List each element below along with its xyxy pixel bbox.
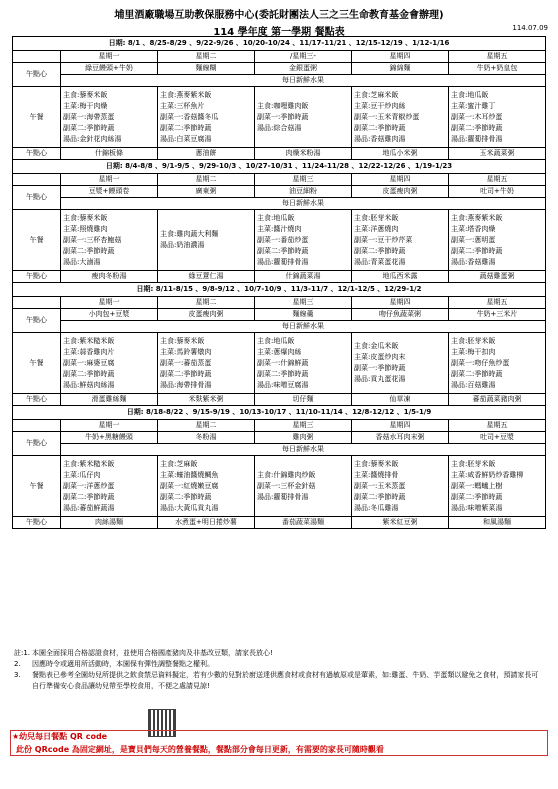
lunch-item: 主食:燕麥紫米飯 <box>160 90 212 99</box>
page-title: 埔里酒廠職場互助教保服務中心(委託財團法人三之三生命教育基金會辦理) <box>114 10 444 21</box>
lunch-item: 副菜二:季節時蔬 <box>354 492 406 501</box>
lunch-item: 湯品:白菜豆腐湯 <box>160 134 212 143</box>
day-label: 星期五 <box>449 174 546 186</box>
day-label: 星期一 <box>61 174 158 186</box>
week-dates: 日期: 8/1 、8/25-8/29 、9/22-9/26 、10/20-10/24 、11/17-11/21 、12/15-12/19 、1/12-1/16 <box>13 37 546 51</box>
lunch-item: 副菜二:季節時蔬 <box>160 369 212 378</box>
snack-cell: 錦綿麵 <box>352 63 449 75</box>
lunch-item: 副菜一:三杯金針菇 <box>257 481 316 490</box>
lunch-item: 主食:芝麻米飯 <box>354 90 399 99</box>
week-dates-row <box>13 283 546 297</box>
snack-cell: 米麩紫米粥 <box>158 394 255 406</box>
lunch-cell <box>352 87 449 148</box>
snack-label: 午點心 <box>13 148 61 160</box>
day-header-row <box>13 420 546 432</box>
snack-cell: 番茄蔬菜湯麵 <box>255 517 352 529</box>
lunch-cell <box>352 210 449 271</box>
day-label: 星期四 <box>352 51 449 63</box>
afternoon-snack-row <box>13 271 546 283</box>
lunch-item: 副菜一:木耳炒蛋 <box>451 112 503 121</box>
lunch-cell <box>449 333 546 394</box>
week-dates-row <box>13 37 546 51</box>
lunch-item: 副菜二:季節時蔬 <box>354 123 406 132</box>
lunch-item: 主食:雞肉蔬大利麵 <box>160 230 219 238</box>
snack-cell: 和風湯麵 <box>449 517 546 529</box>
lunch-item: 主菜:豆干炒肉絲 <box>354 101 406 110</box>
day-label: 星期三 <box>255 420 352 432</box>
day-label: 星期五 <box>449 51 546 63</box>
day-label: 星期四 <box>352 297 449 309</box>
week-dates: 日期: 8/4-8/8 、9/1-9/5 、9/29-10/3 、10/27-10/31 、11/24-11/28 、12/22-12/26 、1/19-1/23 <box>13 160 546 174</box>
snack-cell: 豆漿+饅頭卷 <box>61 186 158 198</box>
day-label: /星期三- <box>255 51 352 63</box>
fruit-cell: 每日新鮮水果 <box>61 321 546 333</box>
fruit-cell: 每日新鮮水果 <box>61 444 546 456</box>
snack-cell: 滑蛋雞絲麵 <box>61 394 158 406</box>
lunch-item: 主食:胚芽米飯 <box>451 459 496 468</box>
lunch-item: 主食:紫米糙米飯 <box>63 336 115 345</box>
lunch-item: 湯品:綜合菇湯 <box>257 123 302 132</box>
lunch-item: 主菜:三杯魚片 <box>160 101 205 110</box>
lunch-item: 湯品:味噌紫菜湯 <box>451 503 503 512</box>
lunch-label: 午餐 <box>13 333 61 394</box>
lunch-item: 副菜一:番茄炒蛋 <box>257 235 309 244</box>
morning-snack-row <box>13 309 546 321</box>
snack-label: 午點心 <box>13 394 61 406</box>
lunch-item: 副菜二:季節時蔬 <box>451 123 503 132</box>
day-label: 星期一 <box>61 51 158 63</box>
snack-label: 午點心 <box>13 517 61 529</box>
lunch-item: 副菜一:麻婆豆腐 <box>63 358 115 367</box>
afternoon-snack-row <box>13 517 546 529</box>
lunch-item: 主菜:蠔油醬燒鯛魚 <box>160 470 219 479</box>
lunch-item: 主食:咖哩雞肉飯 <box>257 101 309 110</box>
note-key: 註:1. <box>14 649 31 657</box>
lunch-item: 副菜一:三杯杏鮑菇 <box>63 235 122 244</box>
lunch-item: 副菜二:季節時蔬 <box>257 246 309 255</box>
snack-cell: 雞肉粥 <box>255 432 352 444</box>
snack-cell: 香菇水耳肉末粥 <box>352 432 449 444</box>
note-item <box>14 648 544 659</box>
lunch-item: 副菜一:螞蟻上樹 <box>451 481 503 490</box>
snack-cell: 小肉包+豆漿 <box>61 309 158 321</box>
day-label: 星期一 <box>61 297 158 309</box>
snack-cell: 油豆細粉 <box>255 186 352 198</box>
lunch-cell <box>449 87 546 148</box>
lunch-item: 副菜一:什錦鮮蔬 <box>257 358 309 367</box>
lunch-item: 主菜:蜜汁雞丁 <box>451 101 496 110</box>
lunch-item: 主菜:蔥爆肉絲 <box>257 347 302 356</box>
lunch-item: 副菜二:季節時蔬 <box>451 369 503 378</box>
lunch-cell <box>61 456 158 517</box>
snack-cell: 切仔麵 <box>255 394 352 406</box>
lunch-item: 湯品:蘿蔔排骨湯 <box>451 134 503 143</box>
lunch-item: 主菜:塔香肉燥 <box>451 224 496 233</box>
snack-cell: 地瓜小米粥 <box>352 148 449 160</box>
note-item <box>14 659 544 670</box>
lunch-cell <box>61 333 158 394</box>
snack-cell: 牛奶+三米片 <box>449 309 546 321</box>
lunch-item: 副菜二:季節時蔬 <box>160 492 212 501</box>
fruit-row <box>13 321 546 333</box>
lunch-cell <box>158 87 255 148</box>
day-label: 星期二 <box>158 297 255 309</box>
snack-cell: 蔥油餅 <box>158 148 255 160</box>
lunch-item: 主食:燕麥紫米飯 <box>451 213 503 222</box>
lunch-item: 副菜二:季節時蔬 <box>160 123 212 132</box>
qr-description: 此份 QRcode 為固定網址，是寶貝們每天的營養餐點，餐點部分會每日更新，有需要的家長可隨時觀看 <box>16 745 384 754</box>
lunch-item: 主菜:咸香鮮奶炒香雞柳 <box>451 470 524 479</box>
lunch-item: 湯品:奶油濃湯 <box>160 241 205 249</box>
snack-label: 午點心 <box>13 432 61 456</box>
lunch-item: 副菜一:蔥明蛋 <box>451 235 496 244</box>
lunch-item: 副菜一:蕃茄蒸蛋 <box>160 358 212 367</box>
snack-cell: 牛奶+奶皇包 <box>449 63 546 75</box>
menu-table <box>12 36 546 529</box>
corner-cell <box>13 420 61 432</box>
lunch-item: 主菜:皮蛋炒肉末 <box>354 353 406 361</box>
lunch-item: 主菜:醬燒排骨 <box>354 470 399 479</box>
lunch-item: 主食:藜麥米飯 <box>63 213 108 222</box>
fruit-row <box>13 198 546 210</box>
lunch-row <box>13 87 546 148</box>
lunch-item: 湯品:蕃茄鮮蔬湯 <box>63 503 115 512</box>
lunch-item: 湯品:香菇雞肉湯 <box>354 134 406 143</box>
lunch-row <box>13 456 546 517</box>
week-dates: 日期: 8/18-8/22 、9/15-9/19 、10/13-10/17 、11/10-11/14 、12/8-12/12 、1/5-1/9 <box>13 406 546 420</box>
notes <box>14 648 544 692</box>
snack-cell: 綠豆薏仁湯 <box>158 271 255 283</box>
lunch-item: 副菜一:豆干炒芹菜 <box>354 235 413 244</box>
week-dates-row <box>13 160 546 174</box>
day-label: 星期五 <box>449 420 546 432</box>
snack-cell: 肉絲湯麵 <box>61 517 158 529</box>
snack-cell: 什錦板條 <box>61 148 158 160</box>
page-subtitle: 114 學年度 第一學期 餐點表 <box>213 27 345 38</box>
lunch-item: 主菜:照燒雞肉 <box>63 224 108 233</box>
lunch-cell <box>449 210 546 271</box>
lunch-cell <box>255 456 352 517</box>
lunch-cell <box>158 456 255 517</box>
morning-snack-row <box>13 63 546 75</box>
lunch-item: 主食:藜麥米飯 <box>63 90 108 99</box>
lunch-cell <box>449 456 546 517</box>
corner-cell <box>13 297 61 309</box>
lunch-item: 湯品:百菇雞湯 <box>451 380 496 389</box>
lunch-item: 主食:胚芽米飯 <box>451 336 496 345</box>
lunch-item: 副菜一:季節時蔬 <box>257 112 309 121</box>
lunch-item: 副菜二:季節時蔬 <box>354 246 406 255</box>
lunch-item: 湯品:金針花肉絲湯 <box>63 134 122 143</box>
lunch-item: 湯品:青菜蛋花湯 <box>354 257 406 266</box>
lunch-item: 副菜一:香菇醬冬瓜 <box>160 112 219 121</box>
lunch-item: 副菜二:季節時蔬 <box>63 369 115 378</box>
note-text: 本園全面採用合格認證食材，並使用合格國產豬肉及非基改豆類，請家長放心! <box>32 649 273 657</box>
snack-cell: 吐司+牛奶 <box>449 186 546 198</box>
lunch-item: 副菜二:季節時蔬 <box>63 246 115 255</box>
note-text: 餐點表已參考全園幼兒所提供之飲食禁忌資料擬定，若有少數的兒對於廚送達供應食材或食材有過敏原或是葷素，如:雞蛋、牛奶、芋蛋類以避免之食材，預請家長可自行準備安心食品讓幼兒帶至學校食用，不便之處請見諒! <box>32 671 539 690</box>
lunch-item: 副菜一:吻仔魚炒蛋 <box>451 358 510 367</box>
lunch-item: 湯品:蘿蔔排骨湯 <box>257 257 309 266</box>
snack-cell: 牛奶+黑糖饅頭 <box>61 432 158 444</box>
lunch-item: 副菜一:玉米蒸蛋 <box>354 481 406 490</box>
lunch-item: 主食:地瓜飯 <box>257 213 295 222</box>
day-header-row <box>13 174 546 186</box>
lunch-item: 副菜一:季節時蔬 <box>354 364 406 372</box>
snack-cell: 玉米蔬菜粥 <box>449 148 546 160</box>
snack-cell: 吻仔魚蔬菜粥 <box>352 309 449 321</box>
snack-label: 午點心 <box>13 309 61 333</box>
note-key: 3. <box>14 671 21 679</box>
lunch-item: 主菜:醬汁燒肉 <box>257 224 302 233</box>
lunch-item: 主菜:馬鈴薯燉肉 <box>160 347 212 356</box>
lunch-cell <box>255 333 352 394</box>
lunch-item: 主食:什錦雞肉炒飯 <box>257 470 316 479</box>
corner-cell <box>13 51 61 63</box>
fruit-cell: 每日新鮮水果 <box>61 198 546 210</box>
week-dates: 日期: 8/11-8/15 、9/8-9/12 、10/7-10/9 、11/3-11/7 、12/1-12/5 、12/29-1/2 <box>13 283 546 297</box>
lunch-item: 湯品:冬瓜雞湯 <box>354 503 399 512</box>
lunch-row <box>13 333 546 394</box>
lunch-item: 主食:胚芽米飯 <box>354 213 399 222</box>
morning-snack-row <box>13 432 546 444</box>
lunch-item: 湯品:蘿蔔排骨湯 <box>257 492 309 501</box>
lunch-item: 湯品:香菇雞湯 <box>451 257 496 266</box>
morning-snack-row <box>13 186 546 198</box>
snack-label: 午點心 <box>13 186 61 210</box>
fruit-cell: 每日新鮮水果 <box>61 75 546 87</box>
snack-cell: 蕃茄蔬菜豬肉粥 <box>449 394 546 406</box>
day-header-row <box>13 51 546 63</box>
lunch-item: 主食:紫米糙米飯 <box>63 459 115 468</box>
lunch-item: 主食:地瓜飯 <box>451 90 489 99</box>
day-label: 星期四 <box>352 174 449 186</box>
lunch-item: 湯品:大黃瓜貢丸湯 <box>160 503 219 512</box>
snack-cell: 肉燥米粉湯 <box>255 148 352 160</box>
lunch-item: 副菜一:海帶蒸蛋 <box>63 112 115 121</box>
lunch-item: 湯品:味噌豆腐湯 <box>257 380 309 389</box>
day-label: 星期一 <box>61 420 158 432</box>
lunch-cell <box>255 87 352 148</box>
lunch-item: 副菜一:玉米青椒炒蛋 <box>354 112 420 121</box>
lunch-item: 副菜二:季節時蔬 <box>451 492 503 501</box>
afternoon-snack-row <box>13 148 546 160</box>
note-key: 2. <box>14 660 21 668</box>
day-label: 星期二 <box>158 420 255 432</box>
fruit-row <box>13 75 546 87</box>
day-label: 星期五 <box>449 297 546 309</box>
lunch-item: 主食:金瓜米飯 <box>354 342 399 350</box>
issue-date: 114.07.09 <box>512 24 548 32</box>
snack-cell: 紫米紅豆粥 <box>352 517 449 529</box>
lunch-item: 副菜一:洋蔥炒蛋 <box>63 481 115 490</box>
lunch-item: 主菜:蒜香雞肉片 <box>63 347 115 356</box>
lunch-item: 主食:藜麥米飯 <box>354 459 399 468</box>
lunch-item: 主菜:梅干扣肉 <box>451 347 496 356</box>
lunch-cell <box>352 333 449 394</box>
lunch-cell <box>255 210 352 271</box>
snack-label: 午點心 <box>13 63 61 87</box>
lunch-item: 主菜:梅干肉燥 <box>63 101 108 110</box>
lunch-item: 湯品:貢丸蛋花湯 <box>354 375 406 383</box>
corner-cell <box>13 174 61 186</box>
day-label: 星期二 <box>158 51 255 63</box>
lunch-item: 主菜:瓜仔肉 <box>63 470 101 479</box>
lunch-item: 副菜一:紅燒嫩豆腐 <box>160 481 219 490</box>
lunch-label: 午餐 <box>13 456 61 517</box>
fruit-row <box>13 444 546 456</box>
snack-cell: 麵線羹 <box>255 309 352 321</box>
lunch-label: 午餐 <box>13 87 61 148</box>
snack-cell: 瘦肉冬粉湯 <box>61 271 158 283</box>
lunch-cell <box>158 210 255 271</box>
lunch-cell <box>352 456 449 517</box>
snack-cell: 吐司+豆漿 <box>449 432 546 444</box>
lunch-item: 湯品:鮮菇肉絲湯 <box>63 380 115 389</box>
day-label: 星期四 <box>352 420 449 432</box>
snack-cell: 仙草凍 <box>352 394 449 406</box>
lunch-item: 湯品:海帶排骨湯 <box>160 380 212 389</box>
snack-cell: 皮蛋瘦肉粥 <box>352 186 449 198</box>
lunch-item: 湯品:大滷湯 <box>63 257 101 266</box>
snack-cell: 綠豆饅頭+牛奶 <box>61 63 158 75</box>
snack-cell: 冬粉湯 <box>158 432 255 444</box>
lunch-item: 主食:地瓜飯 <box>257 336 295 345</box>
snack-cell: 什錦蔬菜湯 <box>255 271 352 283</box>
snack-cell: 皮蛋瘦肉粥 <box>158 309 255 321</box>
snack-cell: 廣東粥 <box>158 186 255 198</box>
day-label: 星期三 <box>255 174 352 186</box>
lunch-item: 主食:芝麻飯 <box>160 459 198 468</box>
lunch-row <box>13 210 546 271</box>
lunch-cell <box>158 333 255 394</box>
snack-cell: 麵線糊 <box>158 63 255 75</box>
day-label: 星期二 <box>158 174 255 186</box>
day-header-row <box>13 297 546 309</box>
lunch-item: 副菜二:季節時蔬 <box>451 246 503 255</box>
snack-cell: 金銀蛋粥 <box>255 63 352 75</box>
lunch-cell <box>61 87 158 148</box>
snack-label: 午點心 <box>13 271 61 283</box>
lunch-cell <box>61 210 158 271</box>
qr-title: ★幼兒每日餐點 QR code <box>12 732 108 741</box>
lunch-item: 副菜二:季節時蔬 <box>257 369 309 378</box>
snack-cell: 蔬菇雞蛋粥 <box>449 271 546 283</box>
lunch-item: 副菜二:季節時蔬 <box>63 123 115 132</box>
lunch-item: 副菜二:季節時蔬 <box>63 492 115 501</box>
afternoon-snack-row <box>13 394 546 406</box>
snack-cell: 水煮蛋+明日捲炒薯 <box>158 517 255 529</box>
note-item <box>14 670 544 692</box>
day-label: 星期三 <box>255 297 352 309</box>
week-dates-row <box>13 406 546 420</box>
lunch-item: 主食:藜麥米飯 <box>160 336 205 345</box>
lunch-label: 午餐 <box>13 210 61 271</box>
lunch-item: 主菜:洋蔥燒肉 <box>354 224 399 233</box>
snack-cell: 地瓜西米露 <box>352 271 449 283</box>
note-text: 因應時令或適用所活動時，本園保有彈性調整餐點之權利。 <box>32 660 214 668</box>
